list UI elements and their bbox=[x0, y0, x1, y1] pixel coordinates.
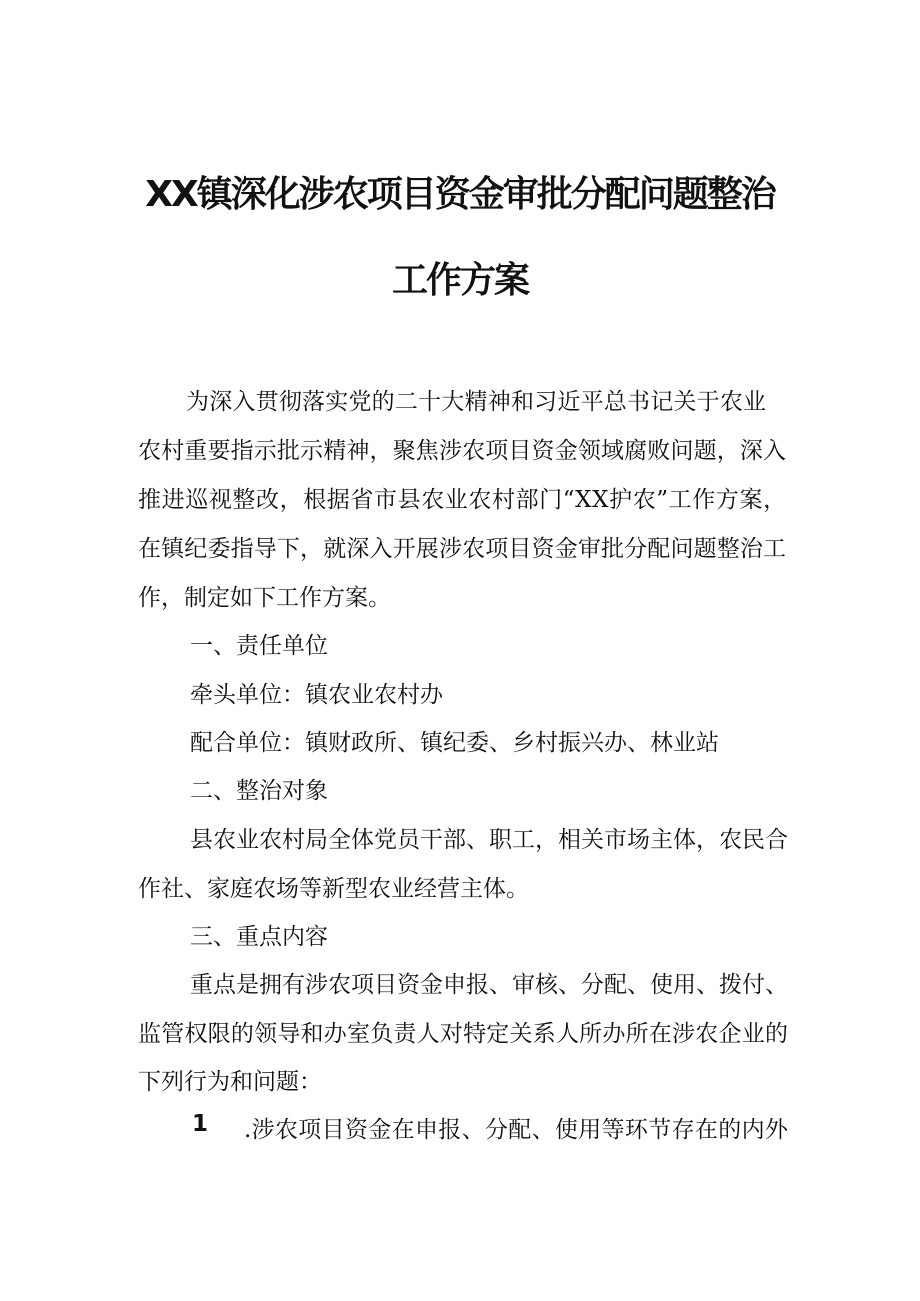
section-1-support-units: 配合单位：镇财政所、镇纪委、乡村振兴办、林业站 bbox=[190, 730, 719, 756]
item-1-text: .涉农项目资金在申报、分配、使用等环节存在的内外 bbox=[244, 1117, 789, 1143]
section-3-heading: 三、重点内容 bbox=[190, 924, 328, 950]
document-title-line-1: XX镇深化涉农项目资金审批分配问题整治 bbox=[145, 174, 775, 215]
intro-line-4: 在镇纪委指导下，就深入开展涉农项目资金审批分配问题整治工 bbox=[138, 536, 787, 562]
section-2-line-1: 县农业农村局全体党员干部、职工，相关市场主体，农民合 bbox=[190, 827, 788, 853]
section-3-line-2: 监管权限的领导和办室负责人对特定关系人所办所在涉农企业的 bbox=[138, 1021, 789, 1047]
section-3-line-1: 重点是拥有涉农项目资金申报、审核、分配、使用、拨付、 bbox=[190, 972, 788, 998]
section-1-heading: 一、责任单位 bbox=[190, 633, 328, 659]
intro-line-3: 推进巡视整改，根据省市县农业农村部门“XX护农”工作方案， bbox=[138, 487, 787, 513]
section-3-line-3: 下列行为和问题： bbox=[138, 1069, 322, 1095]
item-1-number: 1 bbox=[192, 1111, 209, 1137]
document-title-line-2: 工作方案 bbox=[391, 260, 528, 301]
intro-line-2: 农村重要指示批示精神，聚焦涉农项目资金领域腐败问题，深入 bbox=[138, 438, 787, 464]
section-1-lead-unit: 牵头单位：镇农业农村办 bbox=[190, 682, 443, 708]
intro-line-1: 为深入贯彻落实党的二十大精神和习近平总书记关于农业 bbox=[186, 389, 767, 415]
section-2-line-2: 作社、家庭农场等新型农业经营主体。 bbox=[138, 876, 529, 902]
intro-line-5: 作，制定如下工作方案。 bbox=[138, 585, 391, 611]
section-2-heading: 二、整治对象 bbox=[190, 778, 328, 804]
